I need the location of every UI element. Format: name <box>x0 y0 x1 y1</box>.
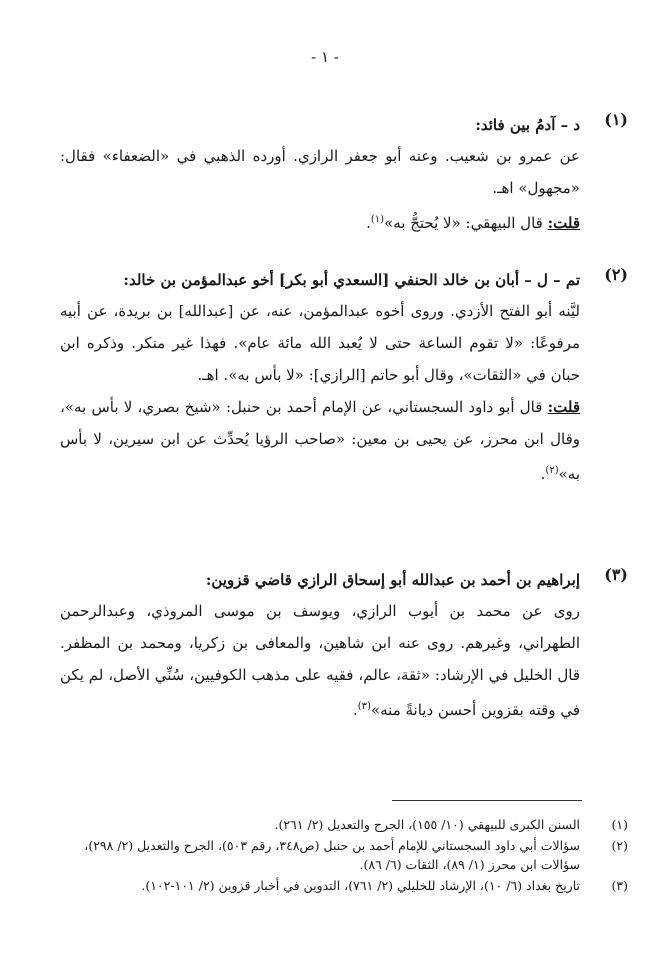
entry-note: قلت: قال أبو داود السجستاني، عن الإمام أحمد بن حنبل: «شيخ بصري، لا بأس به»، وقال ابن محرز، عن يحيى بن معين: «صاحب الرؤيا يُحدِّث عن ابن سيرين، لا بأس به»$^{(٢)}$. <box>60 398 580 483</box>
footnote-item <box>60 815 628 834</box>
entry-heading: تم – ل – أبان بن خالد الحنفي [السعدي أبو بكر] أخو عبدالمؤمن بن خالد: <box>123 271 580 289</box>
entry-paragraph: روى عن محمد بن أيوب الرازي، ويوسف بن موسى المروذي، وعبدالرحمن الطهراني، وغيرهم. روى عنه ابن شاهين، والمعافى بن زكريا، ومحمد بن المظفر. قال الخليل في الإرشاد: «ثقة، عالم، فقيه على مذهب الكوفيين، سُنِّي الأصل، لم يكن في وقته بقزوين أحسن ديانةً منه»$^{(٣)}$. <box>60 602 580 719</box>
footnotes <box>60 815 628 897</box>
note-text: قال أبو داود السجستاني، عن الإمام أحمد بن حنبل: «شيخ بصري، لا بأس به»، وقال ابن محرز، عن يحيى بن معين: «صاحب الرؤيا يُحدِّث عن ابن سيرين، لا بأس به» <box>60 398 580 483</box>
footnote-text: سؤالات أبي داود السجستاني للإمام أحمد بن حنبل (ص٣٤٨، رقم ٥٠٣)، الجرح والتعديل (٢/ ٢٩٨)، سؤالات ابن محرز (١/ ٨٩)، الثقات (٦/ ٨٦). <box>84 838 580 872</box>
entry-text: روى عن محمد بن أيوب الرازي، ويوسف بن موسى المروذي، وعبدالرحمن الطهراني، وغيرهم. روى عنه ابن شاهين، والمعافى بن زكريا، ومحمد بن المظفر. قال الخليل في الإرشاد: «ثقة، عالم، فقيه على مذهب الكوفيين، سُنِّي الأصل، لم يكن في وقته بقزوين أحسن ديانةً منه» <box>60 602 580 719</box>
footnote-item <box>60 876 628 895</box>
entry-paragraph: عن عمرو بن شعيب. وعنه أبو جعفر الرازي. أورده الذهبي في «الضعفاء» فقال: «مجهول» اهـ. <box>60 147 580 197</box>
footnote-number: (٢) <box>611 838 628 853</box>
note-label: قلت: <box>547 398 580 416</box>
note-label: قلت: <box>547 214 580 232</box>
footnote-ref: (٢) <box>545 465 559 476</box>
footnote-number: (٣) <box>611 878 628 893</box>
footnote-number: (١) <box>611 817 628 832</box>
entry-number: (١) <box>604 110 628 129</box>
footnote-divider <box>392 800 582 801</box>
footnote-text: السنن الكبرى للبيهقي (١٠/ ١٥٥)، الجرح والتعديل (٢/ ٢٦١). <box>274 817 580 832</box>
entry-1 <box>60 110 628 239</box>
page-number: - ١ - <box>311 48 339 66</box>
entry-number: (٣) <box>604 565 628 584</box>
entry-note: قلت: قال البيهقي: «لا يُحتجُّ به»$^{(١)}$. <box>366 214 580 232</box>
footnote-ref: (٣) <box>357 701 371 712</box>
entry-3 <box>60 565 628 726</box>
footnote-text: تاريخ بغداد (٦/ ١٠)، الإرشاد للخليلي (٢/ ٧٦١)، التدوين في أخبار قزوين (٢/ ١٠١-١٠٢). <box>141 878 580 893</box>
footnote-ref: (١) <box>370 214 385 225</box>
entry-2 <box>60 265 628 490</box>
entry-number: (٢) <box>604 265 628 284</box>
note-text: قال البيهقي: «لا يُحتجُّ به» <box>384 214 548 232</box>
entry-heading: د – آدمُ بين فائد: <box>475 116 580 134</box>
entry-paragraph: ليَّنه أبو الفتح الأزدي. وروى أخوه عبدالمؤمن، عنه، عن [عبدالله] بن بريدة، عن أبيه مرفوعًا: «لا تقوم الساعة حتى لا يُعبد الله مائة عام». فهذا غير منكر. وذكره ابن حبان في «الثقات»، وقال أبو حاتم [الرازي]: «لا بأس به». اهـ. <box>60 302 580 384</box>
entry-heading: إبراهيم بن أحمد بن عبدالله أبو إسحاق الرازي قاضي قزوين: <box>205 571 580 589</box>
footnote-item <box>60 836 628 874</box>
